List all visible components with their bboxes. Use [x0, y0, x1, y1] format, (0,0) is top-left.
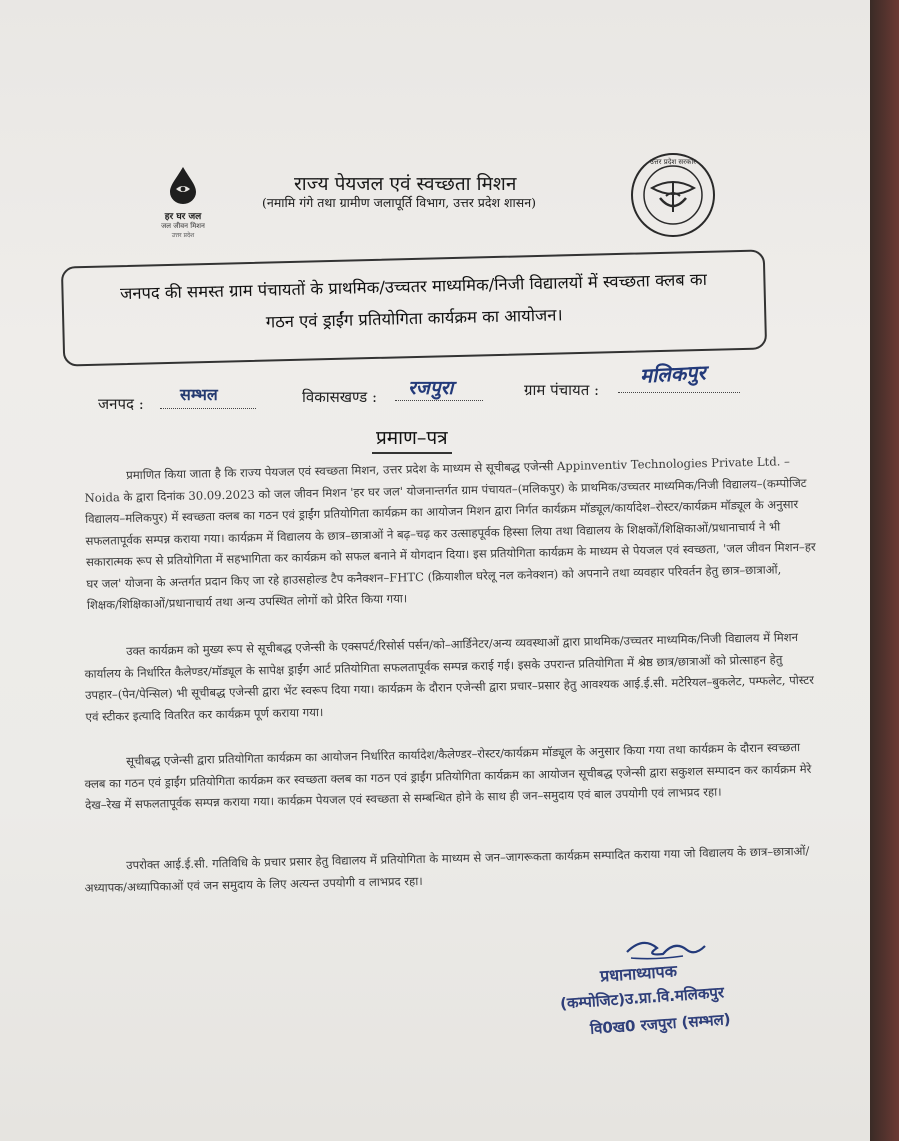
logo-text-1: हर घर जल — [164, 212, 202, 222]
background-edge — [870, 0, 899, 1141]
mission-title: राज्य पेयजल एवं स्वच्छता मिशन — [294, 173, 517, 195]
har-ghar-jal-logo — [152, 165, 214, 239]
logo-text-2: जल जीवन मिशन — [161, 222, 205, 230]
panchayat-value: मलिकपुर — [639, 360, 707, 388]
subject-line-1: जनपद की समस्त ग्राम पंचायतों के प्राथमिक/उच्चतर माध्यमिक/निजी विद्यालयों में स्वच्छता क्लब का — [119, 269, 708, 304]
subject-line-2: गठन एवं ड्राईंग प्रतियोगिता कार्यक्रम का आयोजन। — [265, 305, 563, 332]
district-dots — [160, 408, 256, 409]
seal-text: उत्तर प्रदेश सरकार — [649, 158, 697, 166]
district-label: जनपद : — [98, 395, 144, 413]
stamp-school: (कम्पोजिट)उ.प्रा.वि.मलिकपुर — [559, 983, 725, 1013]
stamp-designation: प्रधानाध्यापक — [599, 961, 678, 986]
logo-text-3: उत्तर प्रदेश — [171, 232, 195, 239]
up-government-seal-icon — [630, 152, 716, 238]
paragraph-2: उक्त कार्यक्रम को मुख्य रूप से सूचीबद्ध एजेन्सी के एक्सपर्ट/रिसोर्स पर्सन/को–आर्डिनेटर/अन्य व्यवस्थाओं द्वारा प्राथमिक/उच्चतर माध्यमिक/निजी विद्यालय में मिशन कार्यालय के निर्धारित कैलेण्डर/मॉड्यूल के सापेक्ष ड्राईंग आर्ट प्रतियोगिता सफलतापूर्वक सम्पन्न कराई गई। इसके उपरान्त प्रतियोगिता में श्रेष्ठ छात्र/छात्राओं को प्रोत्साहन हेतु उपहार–(पेन/पेन्सिल) भी सूचीबद्ध एजेन्सी द्वारा भेंट स्वरूप दिया गया। कार्यक्रम के दौरान एजेन्सी द्वारा प्रचार–प्रसार हेतु आवश्यक आई.ई.सी. मटेरियल–बुकलेट, पम्फलेट, पोस्टर एवं स्टीकर इत्यादि वितरित कर कार्यक्रम पूर्ण कराया गया। — [84, 630, 815, 724]
paragraph-1: प्रमाणित किया जाता है कि राज्य पेयजल एवं स्वच्छता मिशन, उत्तर प्रदेश के माध्यम से सूचीबद्ध एजेन्सी Appinventiv Technologies Private Ltd. – Noida के द्वारा दिनांक 30.09.2023 को जल जीवन मिशन 'हर घर जल' योजनान्तर्गत ग्राम पंचायत–(मलिकपुर) के प्राथमिक/उच्चतर माध्यमिक/निजी विद्यालय–(कम्पोजिट विद्यालय–मलिकपुर) में स्वच्छता क्लब का गठन एवं ड्राईंग प्रतियोगिता कार्यक्रम का आयोजन मिशन द्वारा निर्गत कार्यक्रम मॉड्यूल/कार्यादेश–रोस्टर/कार्यक्रम मॉड्यूल के अनुसार सफलतापूर्वक सम्पन्न कराया गया। कार्यक्रम में विद्यालय के छात्र–छात्राओं ने बढ़–चढ़ कर उत्साहपूर्वक हिस्सा लिया तथा विद्यालय के शिक्षकों/शिक्षिकाओं/प्रधानाचार्य ने भी सकारात्मक रूप से प्रतियोगिता में सहभागिता कर कार्यक्रम को सफल बनाने में योगदान दिया। इस प्रतियोगिता कार्यक्रम के माध्यम से पेयजल एवं स्वच्छता, 'जल जीवन मिशन–हर घर जल' योजना के अन्तर्गत प्रदान किए जा रहे हाउसहोल्ड टैप कनैक्शन–FHTC (क्रियाशील घरेलू नल कनेक्शन) को अपनाने तथा व्यवहार परिवर्तन हेतु छात्र–छात्राओं, शिक्षक/शिक्षिकाओं/प्रधानाचार्य तथा अन्य उपस्थित लोगों को प्रेरित किया गया। — [84, 454, 816, 612]
block-value: रजपुरा — [408, 377, 454, 399]
stamp-block: वि0ख0 रजपुरा (सम्भल) — [589, 1010, 732, 1038]
panchayat-label: ग्राम पंचायत : — [524, 381, 600, 399]
mission-subtitle: (नमामि गंगे तथा ग्रामीण जलापूर्ति विभाग, उत्तर प्रदेश शासन) — [262, 195, 537, 210]
paragraph-4: उपरोक्त आई.ई.सी. गतिविधि के प्रचार प्रसार हेतु विद्यालय में प्रतियोगिता के माध्यम से जन–जागरूकता कार्यक्रम सम्पादित कराया गया जो विद्यालय के छात्र–छात्राओं/अध्यापक/अध्यापिकाओं एवं जन समुदाय के लिए अत्यन्त उपयोगी व लाभप्रद रहा। — [84, 843, 810, 895]
block-dots — [395, 400, 483, 401]
certificate-title: प्रमाण–पत्र — [372, 424, 452, 454]
paragraph-3: सूचीबद्ध एजेन्सी द्वारा प्रतियोगिता कार्यक्रम का आयोजन निर्धारित कार्यादेश/कैलेण्डर–रोस्टर/कार्यक्रम मॉड्यूल के अनुसार किया गया तथा कार्यक्रम के दौरान स्वच्छता क्लब का गठन एवं ड्राईंग प्रतियोगिता कार्यक्रम कर स्वच्छता क्लब का गठन एवं ड्राईंग प्रतियोगिता कार्यक्रम का आयोजन सूचीबद्ध एजेन्सी द्वारा सकुशल सम्पादन कर कार्यक्रम मेरे देख–रेख में सफलतापूर्वक सम्पन्न कराया गया। कार्यक्रम पेयजल एवं स्वच्छता से सम्बन्धित होने के साथ ही जन–समुदाय एवं बाल उपयोगी एवं लाभप्रद रहा। — [84, 740, 812, 812]
subject-box — [61, 249, 767, 366]
water-drop-icon — [166, 165, 200, 205]
block-label: विकासखण्ड : — [302, 388, 378, 406]
district-value: सम्भल — [180, 385, 218, 404]
panchayat-dots — [618, 392, 740, 393]
